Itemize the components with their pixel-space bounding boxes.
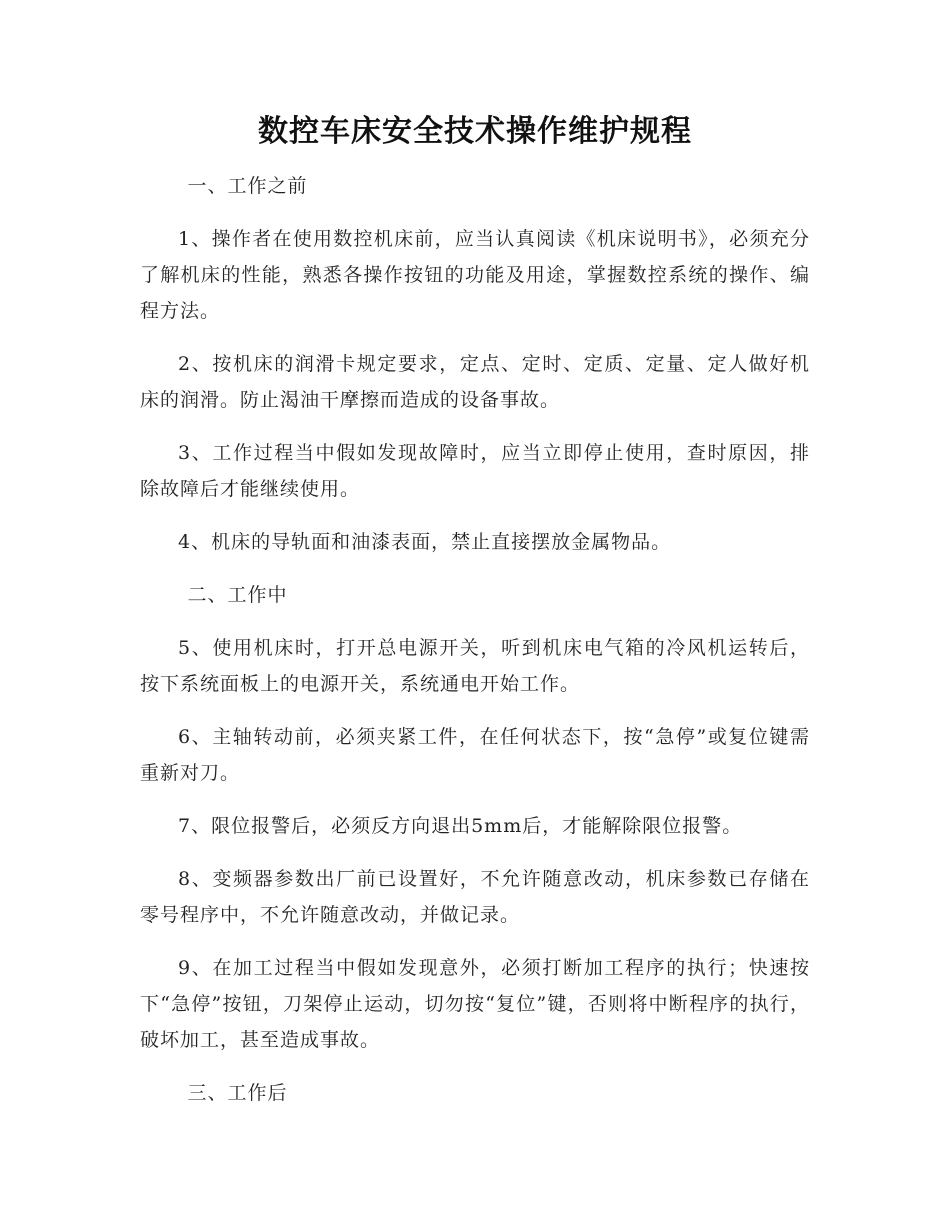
paragraph-item-6: 6、主轴转动前，必须夹紧工件，在任何状态下，按“急停”或复位键需重新对刀。 bbox=[140, 726, 810, 784]
paragraph-item-9: 9、在加工过程当中假如发现意外，必须打断加工程序的执行；快速按下“急停”按钮，刀架停止运动，切勿按“复位”键，否则将中断程序的执行，破坏加工，甚至造成事故。 bbox=[140, 957, 810, 1051]
section-heading-after-work: 三、工作后 bbox=[187, 1082, 288, 1104]
paragraph-item-3: 3、工作过程当中假如发现故障时，应当立即停止使用，查时原因，排除故障后才能继续使用。 bbox=[140, 442, 810, 500]
paragraph-item-5: 5、使用机床时，打开总电源开关，听到机床电气箱的冷风机运转后，按下系统面板上的电源开关，系统通电开始工作。 bbox=[140, 637, 810, 695]
paragraph-item-7: 7、限位报警后，必须反方向退出5mm后，才能解除限位报警。 bbox=[178, 815, 743, 837]
section-heading-before-work: 一、工作之前 bbox=[187, 175, 308, 197]
section-heading-during-work: 二、工作中 bbox=[187, 584, 288, 606]
paragraph-item-1: 1、操作者在使用数控机床前，应当认真阅读《机床说明书》，必须充分了解机床的性能，熟悉各操作按钮的功能及用途，掌握数控系统的操作、编程方法。 bbox=[140, 228, 810, 322]
paragraph-item-4: 4、机床的导轨面和油漆表面，禁止直接摆放金属物品。 bbox=[178, 531, 672, 553]
paragraph-item-2: 2、按机床的润滑卡规定要求，定点、定时、定质、定量、定人做好机床的润滑。防止渴油干摩擦而造成的设备事故。 bbox=[140, 353, 810, 411]
paragraph-item-8: 8、变频器参数出厂前已设置好，不允许随意改动，机床参数已存储在零号程序中，不允许随意改动，并做记录。 bbox=[140, 868, 810, 926]
document-title: 数控车床安全技术操作维护规程 bbox=[258, 114, 692, 149]
